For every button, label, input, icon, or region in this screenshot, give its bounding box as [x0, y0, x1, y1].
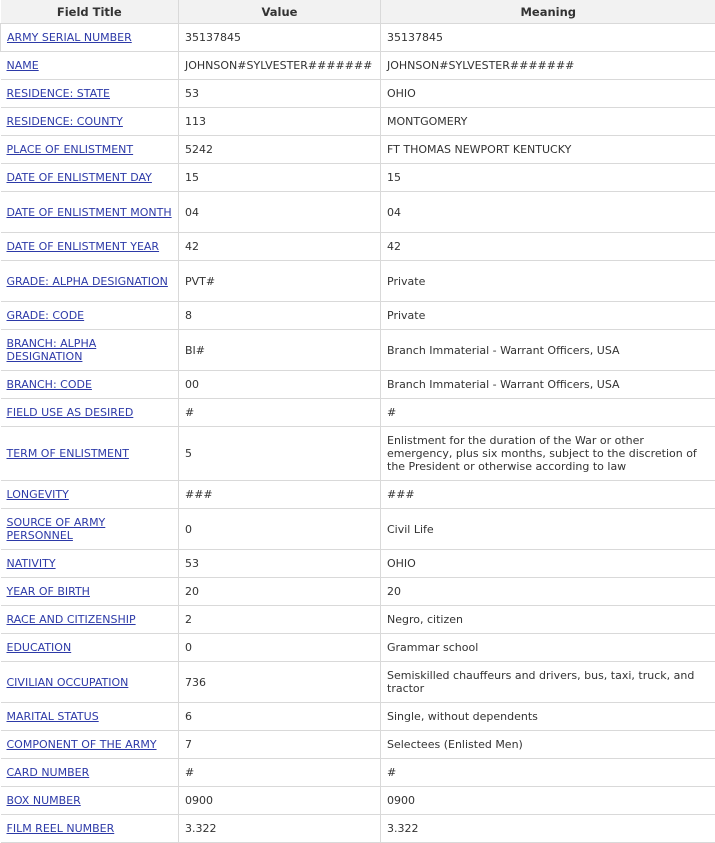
value-cell: 04 — [179, 192, 381, 233]
value-cell: 5242 — [179, 136, 381, 164]
field-title-link[interactable]: MARITAL STATUS — [6, 710, 99, 723]
table-row — [1, 261, 715, 302]
value-cell: 20 — [179, 578, 381, 606]
table-row — [1, 233, 715, 261]
meaning-cell: Branch Immaterial - Warrant Officers, USA — [381, 371, 715, 399]
value-cell: # — [179, 759, 381, 787]
meaning-cell: MONTGOMERY — [381, 108, 715, 136]
meaning-cell: Grammar school — [381, 634, 715, 662]
meaning-cell: Enlistment for the duration of the War or other emergency, plus six months, subject to the discretion of the President or otherwise according to law — [381, 427, 715, 481]
table-row — [1, 759, 715, 787]
value-cell: 7 — [179, 731, 381, 759]
field-title-link[interactable]: BRANCH: CODE — [6, 378, 92, 391]
table-row — [1, 550, 715, 578]
table-row — [1, 80, 715, 108]
value-cell: 5 — [179, 427, 381, 481]
table-row — [1, 302, 715, 330]
value-cell: 15 — [179, 164, 381, 192]
value-cell: 6 — [179, 703, 381, 731]
meaning-cell: 20 — [381, 578, 715, 606]
table-row — [1, 330, 715, 371]
value-cell: 3.322 — [179, 815, 381, 843]
table-row — [1, 703, 715, 731]
field-title-link[interactable]: DATE OF ENLISTMENT MONTH — [6, 205, 172, 219]
field-title-link[interactable]: BRANCH: ALPHA DESIGNATION — [6, 337, 97, 363]
value-cell: 53 — [179, 550, 381, 578]
field-title-link[interactable]: BOX NUMBER — [6, 794, 81, 807]
value-cell: 2 — [179, 606, 381, 634]
table-row — [1, 192, 715, 233]
field-title-link[interactable]: DATE OF ENLISTMENT YEAR — [6, 240, 160, 253]
value-cell: 00 — [179, 371, 381, 399]
field-title-link[interactable]: YEAR OF BIRTH — [6, 585, 90, 598]
meaning-cell: OHIO — [381, 550, 715, 578]
table-row — [1, 52, 715, 80]
value-cell: 0900 — [179, 787, 381, 815]
field-title-link[interactable]: RACE AND CITIZENSHIP — [6, 613, 136, 626]
meaning-cell: 3.322 — [381, 815, 715, 843]
table-row — [1, 731, 715, 759]
header-field-title: Field Title — [1, 0, 179, 24]
meaning-cell: 04 — [381, 192, 715, 233]
header-value: Value — [179, 0, 381, 24]
field-title-link[interactable]: COMPONENT OF THE ARMY — [6, 738, 157, 751]
table-row — [1, 108, 715, 136]
value-cell: 8 — [179, 302, 381, 330]
meaning-cell: OHIO — [381, 80, 715, 108]
header-row — [1, 0, 715, 24]
meaning-cell: ### — [381, 481, 715, 509]
field-title-link[interactable]: SOURCE OF ARMY PERSONNEL — [6, 516, 106, 542]
header-meaning: Meaning — [381, 0, 715, 24]
value-cell: ### — [179, 481, 381, 509]
field-title-link[interactable]: EDUCATION — [6, 641, 72, 654]
field-title-link[interactable]: NAME — [6, 59, 39, 72]
field-title-link[interactable]: ARMY SERIAL NUMBER — [7, 31, 132, 44]
value-cell: BI# — [179, 330, 381, 371]
value-cell: 113 — [179, 108, 381, 136]
field-title-link[interactable]: FILM REEL NUMBER — [6, 822, 115, 835]
meaning-cell: # — [381, 759, 715, 787]
table-row — [1, 399, 715, 427]
field-title-link[interactable]: RESIDENCE: COUNTY — [6, 115, 123, 128]
field-title-link[interactable]: LONGEVITY — [6, 488, 69, 501]
field-title-link[interactable]: CARD NUMBER — [6, 766, 90, 779]
table-row — [1, 164, 715, 192]
field-title-link[interactable]: GRADE: CODE — [6, 309, 85, 322]
meaning-cell: Selectees (Enlisted Men) — [381, 731, 715, 759]
value-cell: 736 — [179, 662, 381, 703]
table-row — [1, 136, 715, 164]
value-cell: # — [179, 399, 381, 427]
meaning-cell: 0900 — [381, 787, 715, 815]
meaning-cell: 15 — [381, 164, 715, 192]
table-row — [1, 24, 715, 52]
meaning-cell: Private — [381, 302, 715, 330]
table-row — [1, 634, 715, 662]
field-title-link[interactable]: GRADE: ALPHA DESIGNATION — [6, 274, 168, 288]
table-row — [1, 427, 715, 481]
field-title-link[interactable]: RESIDENCE: STATE — [6, 87, 110, 100]
table-row — [1, 815, 715, 843]
field-title-link[interactable]: TERM OF ENLISTMENT — [6, 447, 129, 460]
value-cell: JOHNSON#SYLVESTER####### — [179, 52, 381, 80]
meaning-cell: Single, without dependents — [381, 703, 715, 731]
meaning-cell: # — [381, 399, 715, 427]
meaning-cell: 42 — [381, 233, 715, 261]
field-title-link[interactable]: DATE OF ENLISTMENT DAY — [6, 171, 152, 184]
table-row — [1, 371, 715, 399]
value-cell: 0 — [179, 509, 381, 550]
table-row — [1, 578, 715, 606]
field-title-link[interactable]: CIVILIAN OCCUPATION — [6, 675, 129, 689]
meaning-cell: Semiskilled chauffeurs and drivers, bus, taxi, truck, and tractor — [381, 662, 715, 703]
value-cell: PVT# — [179, 261, 381, 302]
meaning-cell: 35137845 — [381, 24, 715, 52]
table-row — [1, 662, 715, 703]
field-title-link[interactable]: PLACE OF ENLISTMENT — [6, 143, 134, 156]
value-cell: 35137845 — [179, 24, 381, 52]
value-cell: 53 — [179, 80, 381, 108]
table-row — [1, 509, 715, 550]
meaning-cell: Private — [381, 261, 715, 302]
meaning-cell: JOHNSON#SYLVESTER####### — [381, 52, 715, 80]
meaning-cell: Negro, citizen — [381, 606, 715, 634]
value-cell: 42 — [179, 233, 381, 261]
meaning-cell: Civil Life — [381, 509, 715, 550]
table-row — [1, 606, 715, 634]
field-title-link[interactable]: NATIVITY — [6, 557, 56, 570]
meaning-cell: FT THOMAS NEWPORT KENTUCKY — [381, 136, 715, 164]
field-title-link[interactable]: FIELD USE AS DESIRED — [6, 406, 134, 419]
table-row — [1, 481, 715, 509]
table-row — [1, 787, 715, 815]
value-cell: 0 — [179, 634, 381, 662]
meaning-cell: Branch Immaterial - Warrant Officers, USA — [381, 330, 715, 371]
